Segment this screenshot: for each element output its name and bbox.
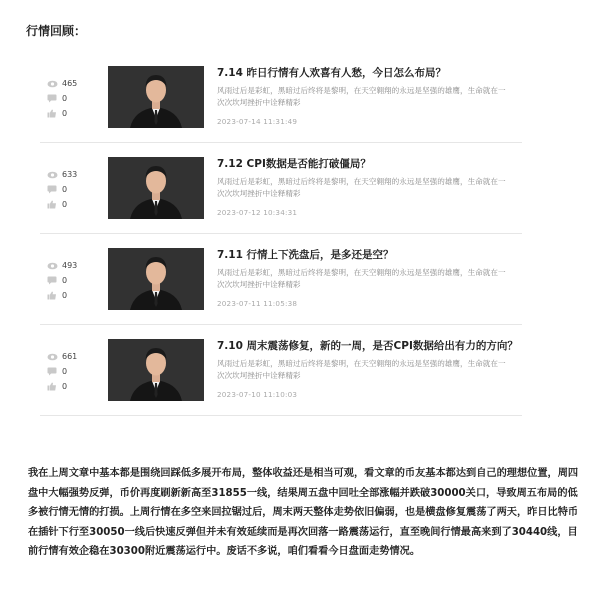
article-thumbnail[interactable] — [108, 339, 204, 401]
comments-count: 0 — [62, 276, 68, 285]
likes-count: 0 — [62, 382, 68, 391]
article-title-link[interactable]: 7.12 CPI数据是否能打破僵局？ — [217, 158, 371, 170]
comment-icon — [46, 94, 58, 104]
likes-stat[interactable] — [46, 106, 86, 121]
views-count: 465 — [62, 79, 78, 88]
likes-stat[interactable] — [46, 288, 86, 303]
article-list — [40, 52, 522, 416]
comment-icon — [46, 185, 58, 195]
article-summary: 风雨过后是彩虹，黑暗过后终将是黎明，在天空翱翔的永远是坚强的雄鹰，生命就在一次次坎坷挫折中诠释精彩 — [217, 359, 506, 380]
views-count: 661 — [62, 352, 78, 361]
comment-icon — [46, 367, 58, 377]
eye-icon — [46, 261, 58, 271]
views-stat — [46, 349, 86, 364]
article-summary: 风雨过后是彩虹，黑暗过后终将是黎明，在天空翱翔的永远是坚强的雄鹰，生命就在一次次坎坷挫折中诠释精彩 — [217, 268, 506, 289]
card-stats — [46, 258, 86, 303]
likes-stat[interactable] — [46, 197, 86, 212]
comments-stat — [46, 364, 86, 379]
views-count: 493 — [62, 261, 78, 270]
article-title-link[interactable]: 7.14 昨日行情有人欢喜有人愁，今日怎么布局？ — [217, 67, 447, 79]
thumbs-up-icon[interactable] — [46, 291, 58, 301]
views-stat — [46, 167, 86, 182]
card-info — [217, 66, 517, 126]
card-info — [217, 339, 517, 399]
article-date: 2023-07-10 11:10:03 — [217, 390, 298, 399]
likes-count: 0 — [62, 109, 68, 118]
comments-count: 0 — [62, 94, 68, 103]
views-stat — [46, 258, 86, 273]
article-thumbnail[interactable] — [108, 157, 204, 219]
section-title: 行情回顾： — [26, 24, 87, 38]
article-date: 2023-07-11 11:05:38 — [217, 299, 298, 308]
card-info — [217, 157, 517, 217]
thumbs-up-icon[interactable] — [46, 200, 58, 210]
article-body: 我在上周文章中基本都是围绕回踩低多展开布局，整体收益还是相当可观，看文章的币友基本都达到自己的理想位置，周四盘中大幅强势反弹，币价再度刷新新高至31855一线，结果周五盘中回吐全部涨幅并跌破30000关口，导致周五布局的低多被行情无情的打损。上周行情在多空来回拉锯过后，周末两天整体走势依旧偏弱，也是横盘修复震荡了两天，昨日比特币在插针下行至30050一线后快速反弹但并未有效延续而是再次回落一路震荡运行，直至晚间行情最高来到了30440线，目前行情有效企稳在30300附近震荡运行中。废话不多说，咱们看看今日盘面走势情况。 — [28, 468, 579, 558]
article-thumbnail[interactable] — [108, 66, 204, 128]
card-stats — [46, 76, 86, 121]
article-summary: 风雨过后是彩虹，黑暗过后终将是黎明，在天空翱翔的永远是坚强的雄鹰，生命就在一次次坎坷挫折中诠释精彩 — [217, 177, 506, 198]
list-item[interactable] — [40, 325, 522, 416]
thumbs-up-icon[interactable] — [46, 382, 58, 392]
eye-icon — [46, 352, 58, 362]
article-title-link[interactable]: 7.11 行情上下洗盘后，是多还是空？ — [217, 249, 394, 261]
card-stats — [46, 349, 86, 394]
article-date: 2023-07-12 10:34:31 — [217, 208, 298, 217]
comment-icon — [46, 276, 58, 286]
likes-count: 0 — [62, 291, 68, 300]
comments-stat — [46, 273, 86, 288]
comments-count: 0 — [62, 367, 68, 376]
comments-count: 0 — [62, 185, 68, 194]
comments-stat — [46, 182, 86, 197]
list-item[interactable] — [40, 52, 522, 143]
views-count: 633 — [62, 170, 78, 179]
likes-count: 0 — [62, 200, 68, 209]
article-summary: 风雨过后是彩虹，黑暗过后终将是黎明，在天空翱翔的永远是坚强的雄鹰，生命就在一次次坎坷挫折中诠释精彩 — [217, 86, 506, 107]
thumbs-up-icon[interactable] — [46, 109, 58, 119]
likes-stat[interactable] — [46, 379, 86, 394]
card-stats — [46, 167, 86, 212]
views-stat — [46, 76, 86, 91]
list-item[interactable] — [40, 143, 522, 234]
eye-icon — [46, 170, 58, 180]
comments-stat — [46, 91, 86, 106]
list-item[interactable] — [40, 234, 522, 325]
eye-icon — [46, 79, 58, 89]
article-title-link[interactable]: 7.10 周末震荡修复，新的一周，是否CPI数据给出有力的方向？ — [217, 340, 518, 352]
card-info — [217, 248, 517, 308]
article-date: 2023-07-14 11:31:49 — [217, 117, 298, 126]
article-thumbnail[interactable] — [108, 248, 204, 310]
